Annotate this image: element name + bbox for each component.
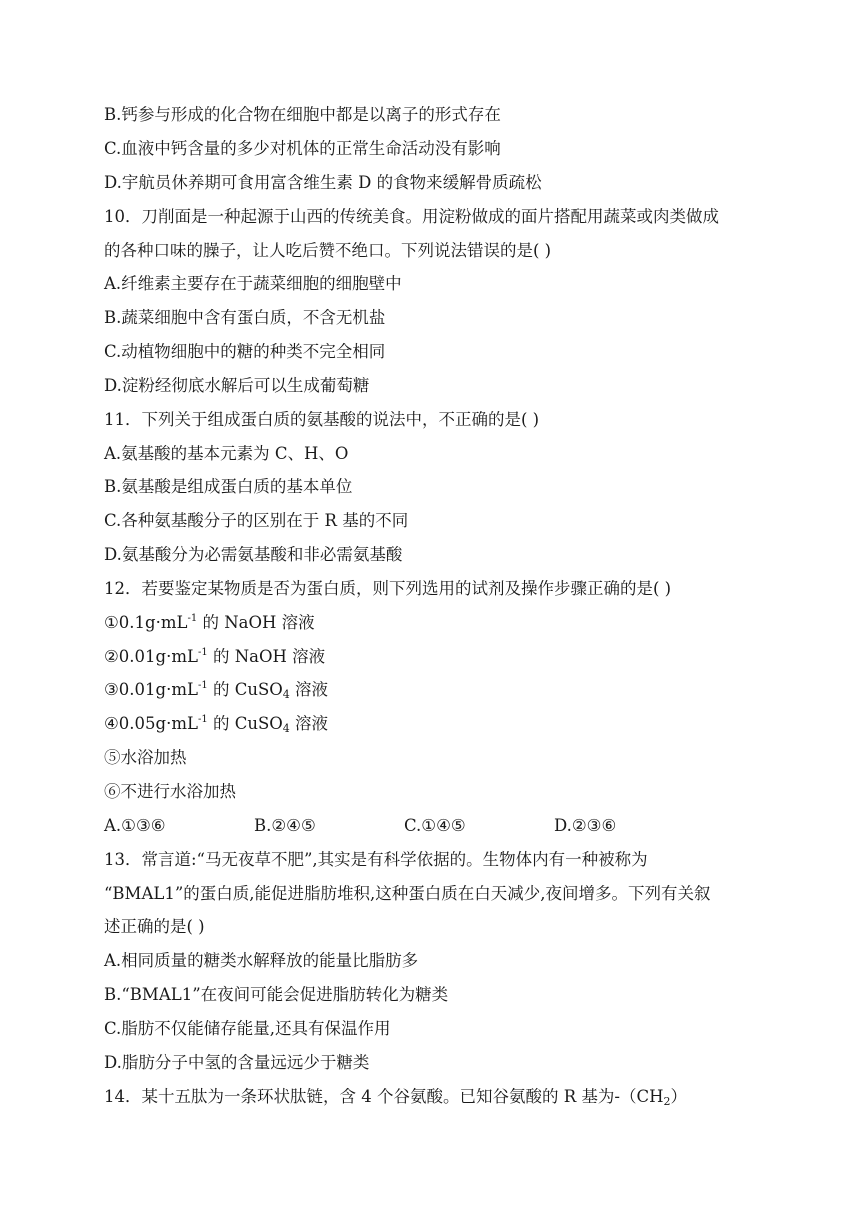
reagent-text: ④0.05g·mL xyxy=(104,714,198,733)
option-line: B.氨基酸是组成蛋白质的基本单位 xyxy=(104,477,353,496)
question-14-stem xyxy=(104,1086,687,1108)
answer-option-b: B.②④⑤ xyxy=(254,816,316,835)
option-line: A.纤维素主要存在于蔬菜细胞的细胞壁中 xyxy=(104,274,402,293)
answer-options-row xyxy=(104,815,744,837)
option-line: D.宇航员休养期可食用富含维生素 D 的食物来缓解骨质疏松 xyxy=(104,173,542,192)
reagent-text: 的 NaOH 溶液 xyxy=(207,647,326,666)
question-13-stem: 述正确的是( ) xyxy=(104,917,205,936)
question-13-stem: 13．常言道:“马无夜草不肥”,其实是有科学依据的。生物体内有一种被称为 xyxy=(104,850,648,869)
reagent-item xyxy=(104,713,328,735)
superscript: -1 xyxy=(187,613,198,624)
option-line: D.淀粉经彻底水解后可以生成葡萄糖 xyxy=(104,376,370,395)
question-13-stem: “BMAL1”的蛋白质,能促进脂肪堆积,这种蛋白质在白天减少,夜间增多。下列有关叙 xyxy=(104,884,711,903)
option-line: A.相同质量的糖类水解释放的能量比脂肪多 xyxy=(104,951,419,970)
reagent-text: ①0.1g·mL xyxy=(104,613,188,632)
option-line: C.脂肪不仅能储存能量,还具有保温作用 xyxy=(104,1019,391,1038)
option-line: C.血液中钙含量的多少对机体的正常生命活动没有影响 xyxy=(104,139,501,158)
reagent-item xyxy=(104,612,315,634)
reagent-text: ②0.01g·mL xyxy=(104,647,198,666)
reagent-item xyxy=(104,646,325,668)
option-line: B.“BMAL1”在夜间可能会促进脂肪转化为糖类 xyxy=(104,985,449,1004)
answer-option-d: D.②③⑥ xyxy=(554,816,617,835)
superscript: -1 xyxy=(197,647,208,658)
question-10-stem: 10．刀削面是一种起源于山西的传统美食。用淀粉做成的面片搭配用蔬菜或肉类做成 xyxy=(104,207,719,226)
option-line: D.氨基酸分为必需氨基酸和非必需氨基酸 xyxy=(104,545,403,564)
option-line: D.脂肪分子中氢的含量远远少于糖类 xyxy=(104,1053,370,1072)
option-line: C.动植物细胞中的糖的种类不完全相同 xyxy=(104,342,386,361)
subscript: 2 xyxy=(663,1095,671,1108)
superscript: -1 xyxy=(197,714,208,725)
question-10-stem: 的各种口味的臊子，让人吃后赞不绝口。下列说法错误的是( ) xyxy=(104,241,552,260)
reagent-item: ⑥不进行水浴加热 xyxy=(104,782,236,801)
reagent-item: ⑤水浴加热 xyxy=(104,748,187,767)
answer-option-a: A.①③⑥ xyxy=(104,816,166,835)
subscript: 4 xyxy=(282,688,290,701)
reagent-text: ③0.01g·mL xyxy=(104,680,198,699)
reagent-text: 溶液 xyxy=(289,680,329,699)
subscript: 4 xyxy=(282,722,290,735)
option-line: C.各种氨基酸分子的区别在于 R 基的不同 xyxy=(104,511,409,530)
reagent-text: 溶液 xyxy=(289,714,329,733)
question-text: ） xyxy=(670,1087,687,1106)
reagent-text: 的 CuSO xyxy=(207,714,283,733)
option-line: A.氨基酸的基本元素为 C、H、O xyxy=(104,444,349,463)
reagent-item xyxy=(104,679,328,701)
question-11-stem: 11．下列关于组成蛋白质的氨基酸的说法中，不正确的是( ) xyxy=(104,410,540,429)
question-text: 14．某十五肽为一条环状肽链，含 4 个谷氨酸。已知谷氨酸的 R 基为-（CH xyxy=(104,1087,664,1106)
reagent-text: 的 CuSO xyxy=(207,680,283,699)
question-12-stem: 12．若要鉴定某物质是否为蛋白质，则下列选用的试剂及操作步骤正确的是( ) xyxy=(104,579,672,598)
reagent-text: 的 NaOH 溶液 xyxy=(197,613,315,632)
superscript: -1 xyxy=(197,680,208,691)
option-line: B.蔬菜细胞中含有蛋白质，不含无机盐 xyxy=(104,308,386,327)
answer-option-c: C.①④⑤ xyxy=(404,816,466,835)
option-line: B.钙参与形成的化合物在细胞中都是以离子的形式存在 xyxy=(104,105,501,124)
